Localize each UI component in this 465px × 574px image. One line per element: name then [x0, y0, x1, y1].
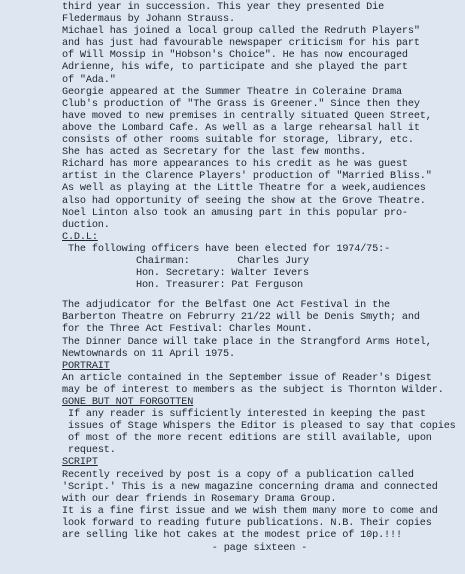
text-line: look forward to reading future publications. N.B. Their copies	[62, 517, 432, 529]
text-line: duction.	[62, 219, 110, 231]
section-heading-script: SCRIPT	[62, 457, 98, 469]
intro-section	[62, 2, 457, 232]
text-line: artist in the Clarence Players' production of "Married Bliss."	[62, 171, 432, 183]
section-heading-portrait: PORTRAIT	[62, 360, 110, 372]
text-line: Adrienne, his wife, to participate and she played the part	[62, 62, 408, 74]
text-line: An article contained in the September issue of Reader's Digest	[62, 372, 432, 384]
text-line: The following officers have been elected for 1974/75:-	[68, 243, 391, 255]
text-line: request.	[68, 445, 116, 457]
text-line: Fledermaus by Johann Strauss.	[62, 14, 235, 26]
text-line: with our dear friends in Rosemary Drama Group.	[62, 493, 337, 505]
text-line: have moved to new premises in centrally situated Queen Street,	[62, 110, 432, 122]
text-line: It is a fine first issue and we wish them many more to come and	[62, 505, 438, 517]
text-line: Richard has more appearances to his credit as he was guest	[62, 159, 408, 171]
text-line: of most of the more recent editions are still available, upon	[68, 433, 432, 445]
text-line: Georgie appeared at the Summer Theatre in Coleraine Drama	[62, 86, 402, 98]
text-line: Newtownards on 11 April 1975.	[62, 348, 235, 360]
script-section	[62, 457, 457, 542]
officer-line: Hon. Treasurer: Pat Ferguson	[136, 280, 303, 292]
portrait-section	[62, 361, 457, 397]
officer-line: Hon. Secretary: Walter Ievers	[136, 268, 309, 280]
section-heading-gone: GONE BUT NOT FORGOTTEN	[62, 397, 194, 408]
text-line: issues of Stage Whispers the Editor is pleased to say that copies	[68, 421, 456, 433]
text-line: 'Script.' This is a new magazine concerning drama and connected	[62, 481, 438, 493]
section-heading-cdl: C.D.L:	[62, 231, 98, 243]
text-line: of "Ada."	[62, 74, 116, 86]
text-line: above the Lombard Cafe. As well as a large rehearsal hall it	[62, 122, 420, 134]
text-line: may be of interest to members as the subject is Thornton Wilder.	[62, 384, 444, 396]
text-line: third year in succession. This year they presented Die	[62, 2, 385, 13]
page-number: - page sixteen -	[211, 543, 308, 555]
text-line: for the Three Act Festival: Charles Mount.	[62, 324, 313, 336]
text-line: are selling like hot cakes at the modest price of 10p.!!!	[62, 530, 402, 542]
text-line: of Will Mossip in "Hobson's Choice". He has now encouraged	[62, 50, 408, 62]
text-line: consists of other rooms suitable for storage, library, etc.	[62, 135, 414, 147]
text-line: The adjudicator for the Belfast One Act Festival in the	[62, 300, 390, 312]
text-line: Noel Linton also took an amusing part in this popular pro-	[62, 207, 408, 219]
text-line: Club's production of "The Grass is Greener." Since then they	[62, 98, 420, 110]
text-line: As well as playing at the Little Theatre for a week,audiences	[62, 183, 426, 195]
gone-section	[62, 397, 457, 457]
text-line: Recently received by post is a copy of a publication called	[62, 469, 414, 481]
officer-line: Chairman: Charles Jury	[136, 255, 309, 267]
text-line: The Dinner Dance will take place in the Strangford Arms Hotel,	[62, 336, 432, 348]
text-line: Michael has joined a local group called the Redruth Players"	[62, 26, 420, 38]
text-line: Barberton Theatre on Februrry 21/22 will be Denis Smyth; and	[62, 312, 420, 324]
text-line: If any reader is sufficiently interested in keeping the past	[68, 409, 426, 421]
cdl-section	[62, 232, 457, 361]
text-line: She has acted as Secretary for the last few months.	[62, 147, 367, 159]
text-line: and has just had favourable newspaper criticism for his part	[62, 38, 420, 50]
text-line: also had opportunity of seeing the show at the Grove Theatre.	[62, 195, 426, 207]
